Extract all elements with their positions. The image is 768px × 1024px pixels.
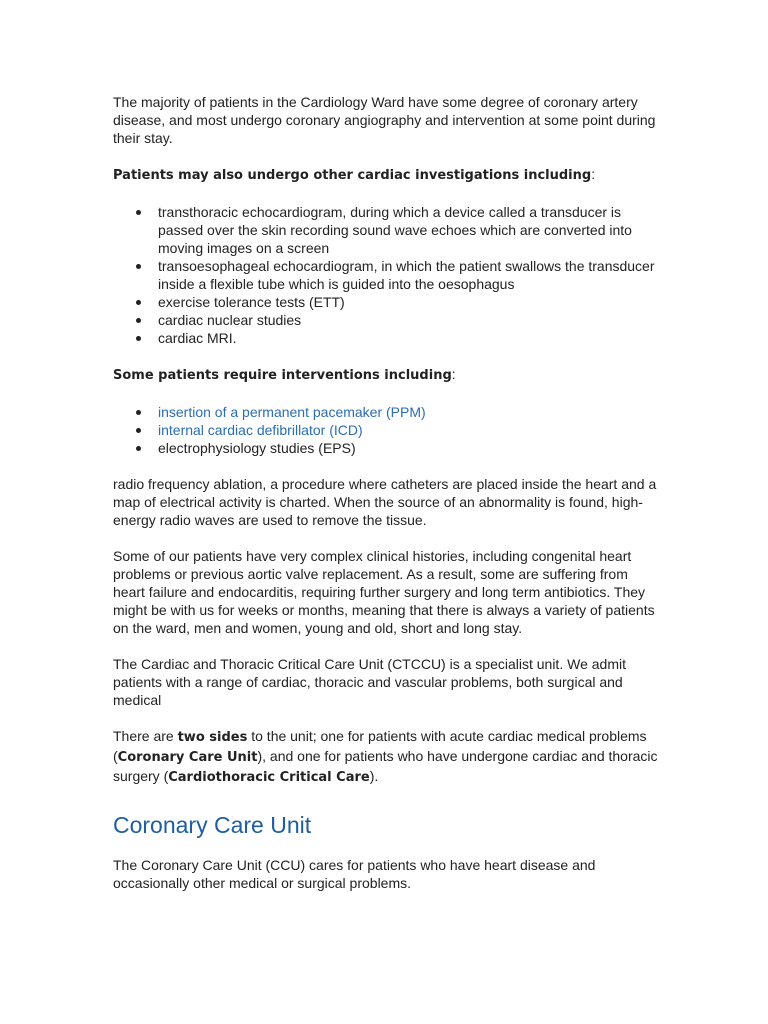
list-item [158,403,661,421]
list-item: transthoracic echocardiogram, during which a device called a transducer is passed over the skin recording sound wave echoes which are converted into moving images on a screen [158,203,661,257]
intro-paragraph: The majority of patients in the Cardiology Ward have some degree of coronary artery disease, and most undergo coronary angiography and intervention at some point during their stay. [113,94,656,146]
list-item: cardiac MRI. [158,329,661,347]
investigations-lead [113,165,661,185]
pacemaker-link[interactable]: insertion of a permanent pacemaker (PPM) [158,404,426,420]
interventions-list [113,403,661,457]
sides-text: ). [369,768,379,784]
investigations-lead-text: Patients may also undergo other cardiac investigations including [113,168,592,183]
ccu-paragraph: The Coronary Care Unit (CCU) cares for patients who have heart disease and occasionally other medical or surgical problems. [113,857,596,891]
defibrillator-link[interactable]: internal cardiac defibrillator (ICD) [158,422,363,438]
interventions-colon: : [451,366,456,382]
list-item: exercise tolerance tests (ETT) [158,293,661,311]
ctccu-paragraph: The Cardiac and Thoracic Critical Care Unit (CTCCU) is a specialist unit. We admit patients with a range of cardiac, thoracic and vascular problems, both surgical and medical [113,656,626,708]
interventions-lead [113,365,661,385]
list-item: cardiac nuclear studies [158,311,661,329]
list-item: transoesophageal echocardiogram, in which the patient swallows the transducer inside a flexible tube which is guided into the oesophagus [158,257,661,293]
ccu-heading: Coronary Care Unit [113,812,312,838]
article [113,93,661,892]
interventions-lead-text: Some patients require interventions including [113,368,452,383]
histories-paragraph: Some of our patients have very complex clinical histories, including congenital heart problems or previous aortic valve replacement. As a result, some are suffering from heart failure and endocarditis, requiring further surgery and long term antibiotics. They might be with us for weeks or months, meaning that there is always a variety of patients on the ward, men and women, young and old, short and long stay. [113,548,655,636]
sides-text: There are [113,728,178,744]
sides-paragraph [113,727,661,787]
investigations-list [113,203,661,347]
sides-text: ), and one for patients who have undergone cardiac and thoracic surgery ( [113,748,658,784]
list-item [158,421,661,439]
list-item: electrophysiology studies (EPS) [158,439,661,457]
sides-bold: two sides [177,730,248,745]
investigations-colon: : [591,166,596,182]
sides-text: to the unit; one for patients with acute cardiac medical problems ( [113,728,647,764]
sides-bold: Cardiothoracic Critical Care [168,770,370,785]
sides-bold: Coronary Care Unit [117,750,258,765]
ablation-paragraph: radio frequency ablation, a procedure where catheters are placed inside the heart and a map of electrical activity is charted. When the source of an abnormality is found, high-energy radio waves are used to remove the tissue. [113,476,657,528]
